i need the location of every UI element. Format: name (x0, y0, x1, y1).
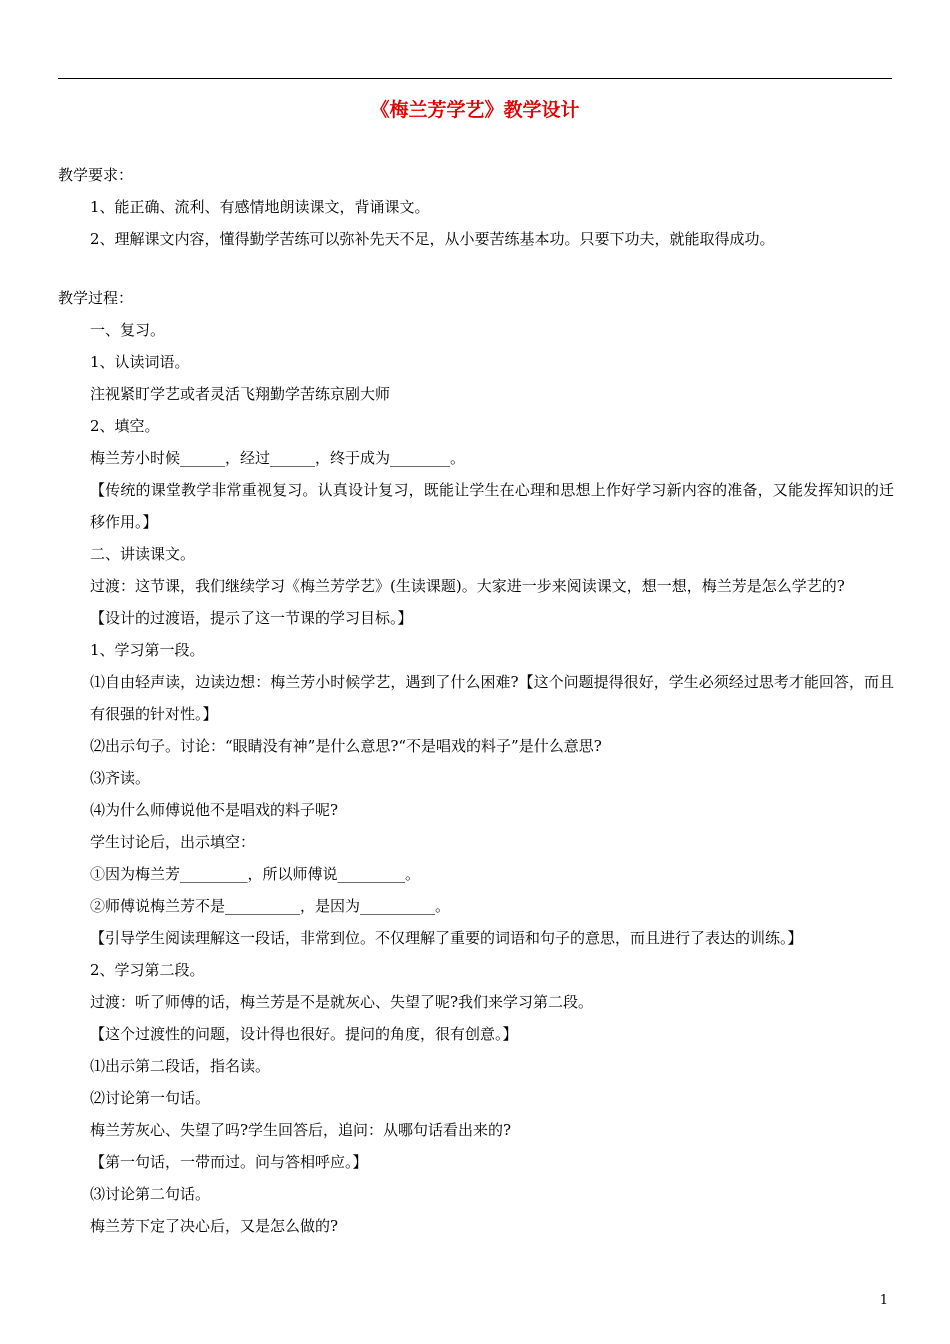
activity-text: 梅兰芳灰心、失望了吗?学生回答后，追问：从哪句话看出来的? (90, 1121, 512, 1139)
activity-text: ⑵出示句子。讨论：“眼睛没有神”是什么意思?“不是唱戏的料子”是什么意思? (90, 737, 602, 755)
teaching-comment: 【这个过渡性的问题，设计得也很好。提问的角度，很有创意。】 (90, 1025, 518, 1043)
activity-text: ⑴出示第二段话，指名读。 (90, 1057, 271, 1075)
header-rule (58, 78, 892, 79)
step-heading: 2、学习第二段。 (90, 961, 205, 979)
section-heading: 一、复习。 (90, 321, 166, 339)
transition-text: 过渡：这节课，我们继续学习《梅兰芳学艺》(生读课题)。大家进一步来阅读课文，想一想，梅兰芳是怎么学艺的? (90, 577, 845, 595)
section-heading: 二、讲读课文。 (90, 545, 196, 563)
requirements-heading: 教学要求： (58, 166, 134, 184)
requirement-item: 2、理解课文内容，懂得勤学苦练可以弥补先天不足，从小要苦练基本功。只要下功夫，就能取得成功。 (90, 230, 775, 248)
activity-text: ⑴自由轻声读，边读边想：梅兰芳小时候学艺，遇到了什么困难?【这个问题提得很好，学生必须经过思考才能回答，而且有很强的针对性。】 (90, 673, 894, 723)
activity-text: 学生讨论后，出示填空： (90, 833, 256, 851)
section-gap (58, 255, 894, 282)
step-heading: 1、认读词语。 (90, 353, 190, 371)
requirement-item: 1、能正确、流利、有感情地朗读课文，背诵课文。 (90, 198, 430, 216)
activity-text: ⑵讨论第一句话。 (90, 1089, 211, 1107)
document-body (58, 159, 894, 1242)
document-title: 《梅兰芳学艺》教学设计 (370, 99, 580, 121)
teaching-comment: 【第一句话，一带而过。问与答相呼应。】 (90, 1153, 368, 1171)
transition-text: 过渡：听了师傅的话，梅兰芳是不是就灰心、失望了呢?我们来学习第二段。 (90, 993, 594, 1011)
process-heading: 教学过程： (58, 289, 134, 307)
activity-text: ⑶讨论第二句话。 (90, 1185, 211, 1203)
activity-text: 梅兰芳下定了决心后，又是怎么做的? (90, 1217, 339, 1235)
fill-blank-sentence: ①因为梅兰芳_________，所以师傅说_________。 (90, 865, 421, 883)
step-heading: 1、学习第一段。 (90, 641, 205, 659)
teaching-comment: 【设计的过渡语，提示了这一节课的学习目标。】 (90, 609, 413, 627)
fill-blank-sentence: ②师傅说梅兰芳不是__________，是因为__________。 (90, 897, 451, 915)
teaching-comment: 【传统的课堂教学非常重视复习。认真设计复习，既能让学生在心理和思想上作好学习新内容的准备，又能发挥知识的迁移作用。】 (90, 481, 894, 531)
activity-text: ⑶齐读。 (90, 769, 151, 787)
step-heading: 2、填空。 (90, 417, 160, 435)
page-number: 1 (879, 1293, 888, 1308)
word-list: 注视紧盯学艺或者灵活飞翔勤学苦练京剧大师 (90, 385, 391, 403)
teaching-comment: 【引导学生阅读理解这一段话，非常到位。不仅理解了重要的词语和句子的意思，而且进行了表达的训练。】 (90, 929, 803, 947)
activity-text: ⑷为什么师傅说他不是唱戏的料子呢? (90, 801, 339, 819)
fill-blank-sentence: 梅兰芳小时候______，经过______，终于成为________。 (90, 449, 466, 467)
